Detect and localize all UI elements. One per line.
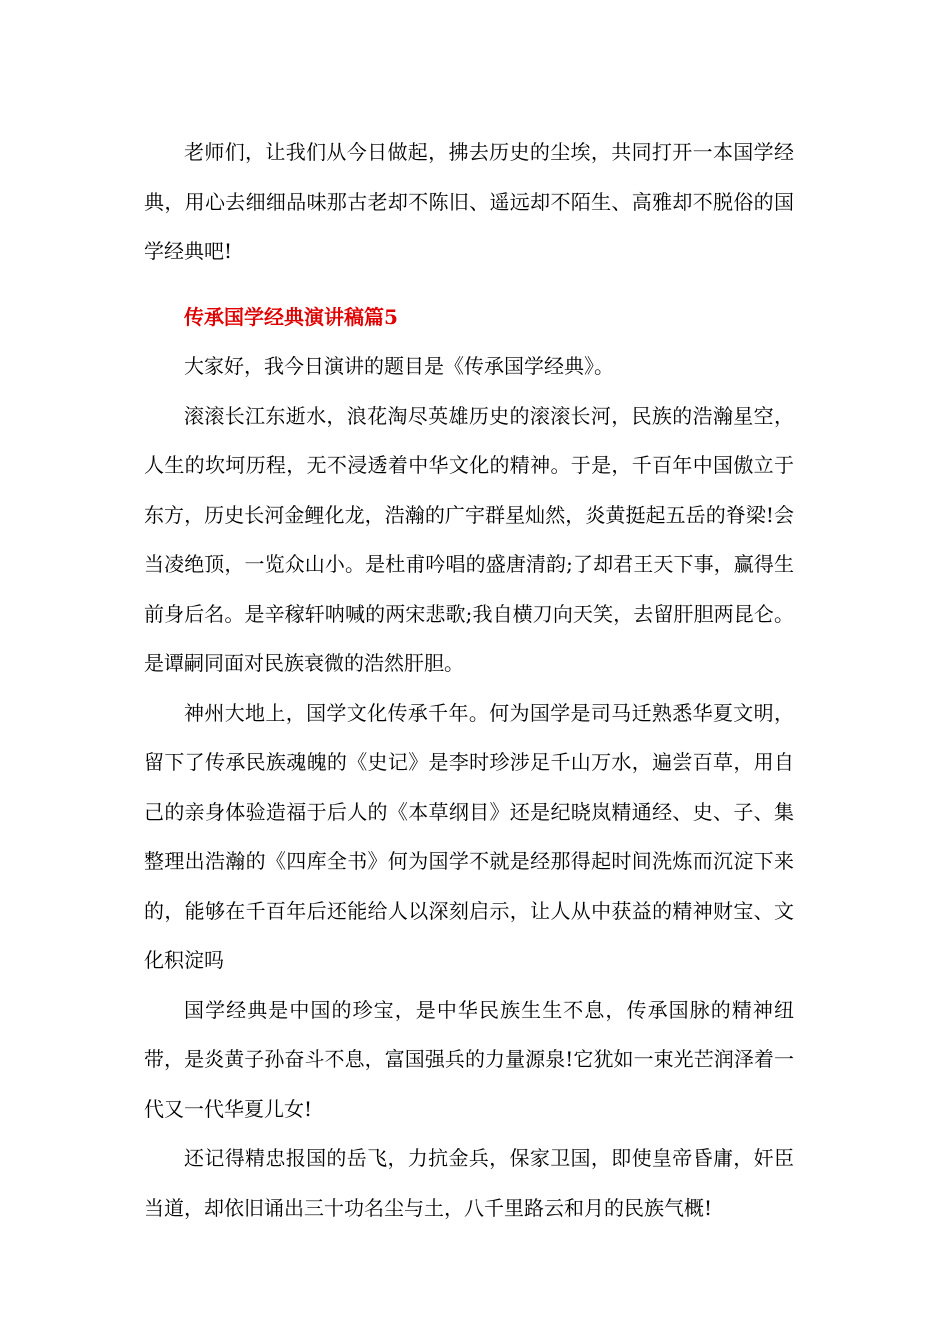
- paragraph: 老师们，让我们从今日做起，拂去历史的尘埃，共同打开一本国学经典，用心去细细品味那古老却不陈旧、遥远却不陌生、高雅却不脱俗的国学经典吧!: [144, 140, 794, 263]
- paragraph: 滚滚长江东逝水，浪花淘尽英雄历史的滚滚长河，民族的浩瀚星空，人生的坎坷历程，无不浸透着中华文化的精神。于是，千百年中国傲立于东方，历史长河金鲤化龙，浩瀚的广宇群星灿然，炎黄挺起五岳的脊梁!会当凌绝顶，一览众山小。是杜甫吟唱的盛唐清韵;了却君王天下事，赢得生前身后名。是辛稼轩呐喊的两宋悲歌;我自横刀向天笑，去留肝胆两昆仑。是谭嗣同面对民族衰微的浩然肝胆。: [144, 403, 794, 675]
- section-heading: 传承国学经典演讲稿篇5: [184, 304, 398, 329]
- document-body: [144, 128, 794, 1233]
- paragraph: 神州大地上，国学文化传承千年。何为国学是司马迁熟悉华夏文明，留下了传承民族魂魄的《史记》是李时珍涉足千山万水，遍尝百草，用自己的亲身体验造福于后人的《本草纲目》还是纪晓岚精通经、史、子、集整理出浩瀚的《四库全书》何为国学不就是经那得起时间洗炼而沉淀下来的，能够在千百年后还能给人以深刻启示，让人从中获益的精神财宝、文化积淀吗: [144, 700, 794, 972]
- paragraph: 还记得精忠报国的岳飞，力抗金兵，保家卫国，即使皇帝昏庸，奸臣当道，却依旧诵出三十功名尘与土，八千里路云和月的民族气概!: [144, 1146, 794, 1220]
- paragraph: 国学经典是中国的珍宝，是中华民族生生不息，传承国脉的精神纽带，是炎黄子孙奋斗不息，富国强兵的力量源泉!它犹如一束光芒润泽着一代又一代华夏儿女!: [144, 997, 794, 1121]
- paragraph: 大家好，我今日演讲的题目是《传承国学经典》。: [184, 354, 614, 378]
